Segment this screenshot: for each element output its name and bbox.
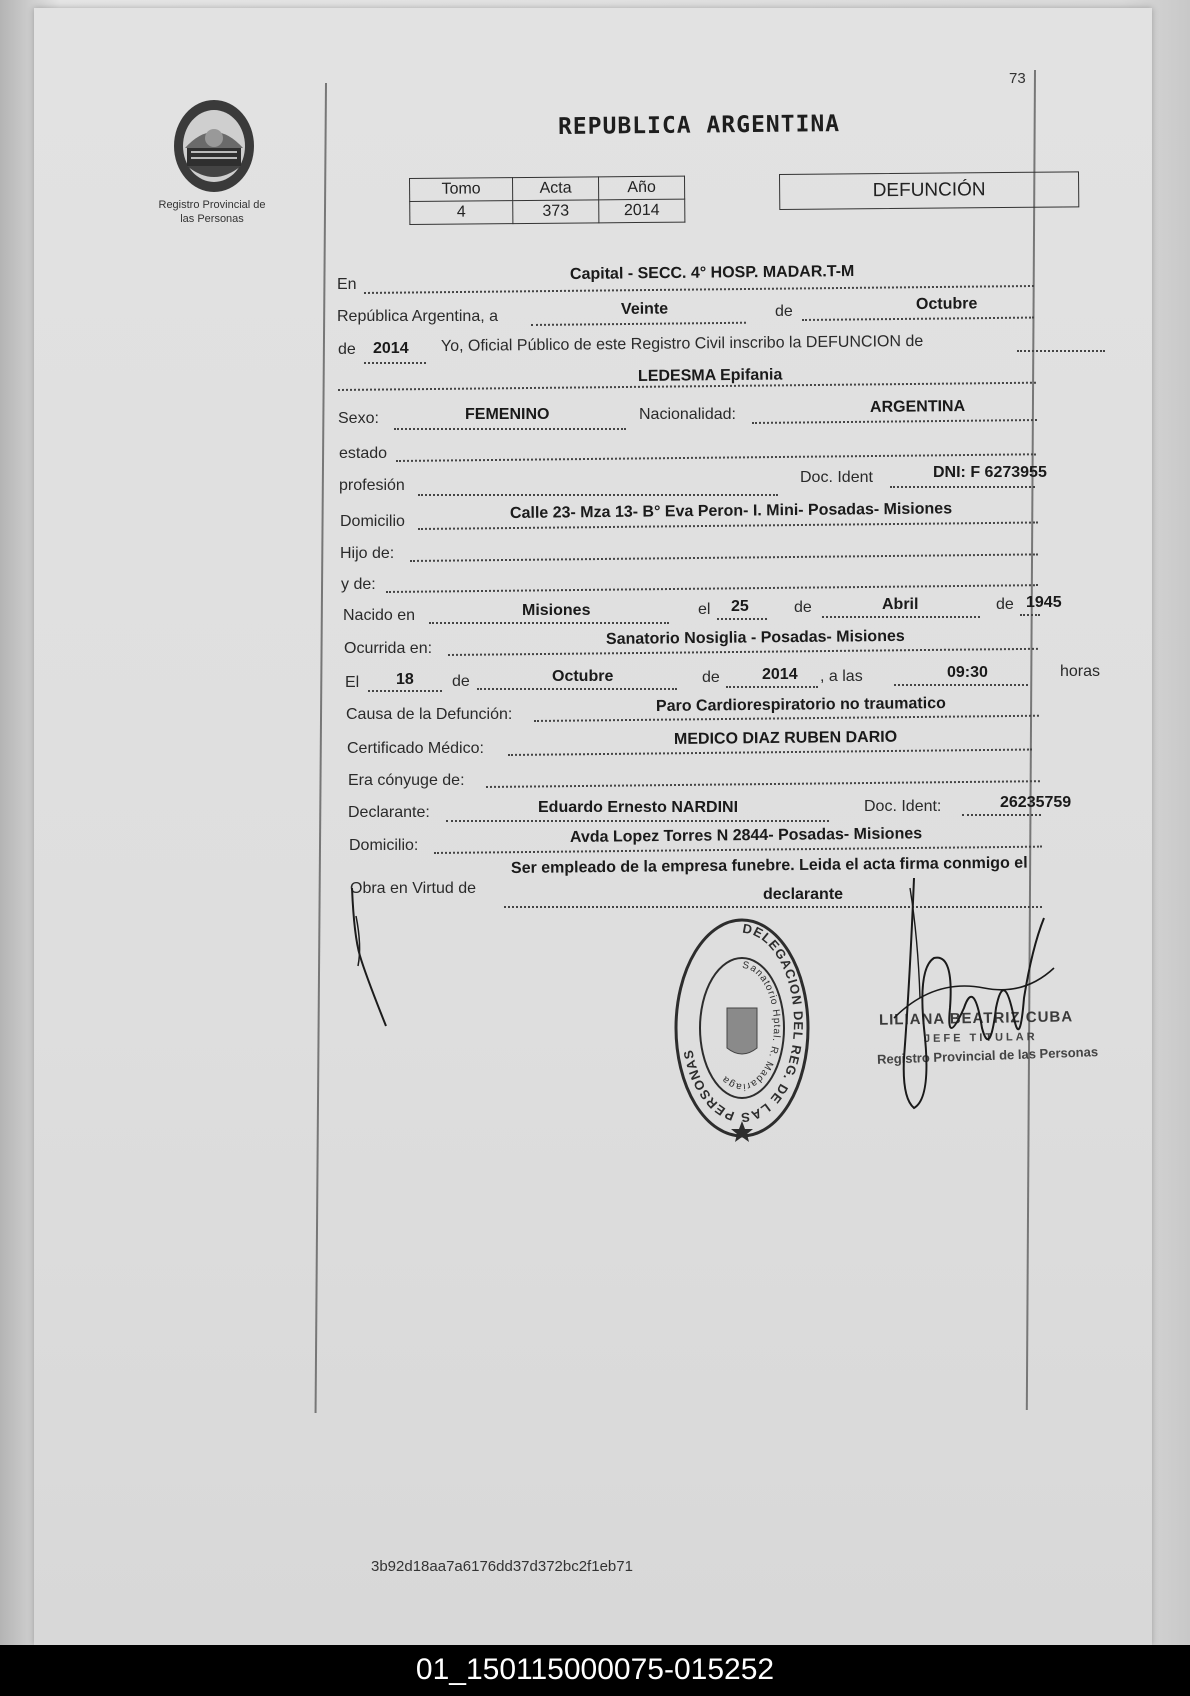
- stamp-inner-text: Sanatorio Hptal. R. Madariaga: [719, 959, 782, 1093]
- register-header-acta: Acta: [513, 177, 599, 201]
- stamp-shield-icon: [727, 1008, 757, 1054]
- mes-de-value: Octubre: [915, 295, 978, 313]
- official-stamp: [672, 913, 812, 1143]
- register-value-row: [410, 199, 685, 224]
- register-header-row: [410, 176, 685, 201]
- domicilio-decl-label: Domicilio:: [349, 837, 419, 854]
- declarante-doc-line: [962, 814, 1041, 816]
- y-de-line: [386, 584, 1038, 593]
- record-type-box: DEFUNCIÓN: [779, 171, 1079, 210]
- y-de-label: y de:: [341, 576, 376, 593]
- deceased-name: LEDESMA Epifania: [637, 366, 783, 385]
- hora-label: , a las: [820, 668, 863, 685]
- nacido-anio-value: 1945: [1026, 594, 1062, 611]
- anio-de-line: [364, 362, 426, 364]
- nacido-anio-label: de: [996, 596, 1014, 613]
- hora-line: [894, 684, 1028, 686]
- el-anio-value: 2014: [762, 666, 798, 683]
- register-header-tomo: Tomo: [410, 178, 513, 202]
- barcode-footer: [0, 1645, 1190, 1696]
- domicilio-value: Calle 23- Mza 13- B° Eva Peron- I. Mini- Posadas- Misiones: [509, 500, 953, 522]
- stamp-ring-text: DELEGACION DEL REG. DE LAS PERSONAS: [680, 920, 807, 1126]
- obra-label: Obra en Virtud de: [350, 880, 477, 897]
- margin-line-right: [1026, 70, 1036, 1410]
- profesion-line: [418, 494, 778, 496]
- obra-value-line2: declarante: [763, 886, 844, 903]
- el-mes-label: de: [452, 673, 470, 690]
- certificado-line: [508, 749, 1032, 756]
- hora-value: 09:30: [947, 664, 988, 681]
- nacido-el-value: 25: [731, 598, 749, 615]
- domicilio-label: Domicilio: [340, 513, 405, 530]
- shield-emblem-icon: [169, 96, 259, 196]
- nacido-en-value: Misiones: [522, 602, 591, 619]
- handwritten-signature: [874, 858, 1074, 1128]
- nacido-el-label: el: [698, 601, 711, 618]
- en-line: [364, 285, 1034, 294]
- declarante-doc-label: Doc. Ident:: [864, 798, 942, 815]
- en-value: Capital - SECC. 4° HOSP. MADAR.T-M: [569, 263, 855, 283]
- causa-line: [534, 715, 1039, 722]
- el-mes-line: [477, 688, 677, 690]
- margin-line-left: [315, 83, 327, 1413]
- doc-ident-label: Doc. Ident: [800, 469, 873, 486]
- el-anio-line: [726, 686, 818, 688]
- declarante-line: [446, 820, 829, 822]
- conyuge-line: [486, 780, 1040, 788]
- hora-suffix: horas: [1060, 663, 1101, 680]
- register-value-tomo: 4: [410, 201, 513, 225]
- nacido-mes-label: de: [794, 599, 812, 616]
- causa-value: Paro Cardiorespiratorio no traumatico: [655, 694, 946, 715]
- oficial-line: [1017, 350, 1105, 352]
- estado-line: [396, 453, 1036, 462]
- en-label: En: [337, 276, 357, 293]
- nacionalidad-value: ARGENTINA: [869, 398, 966, 416]
- domicilio-decl-line: [434, 846, 1042, 854]
- mes-de-label: de: [775, 303, 793, 320]
- document-hash: 3b92d18aa7a6176dd37d372bc2f1eb71: [371, 1558, 633, 1575]
- nacionalidad-label: Nacionalidad:: [639, 406, 736, 423]
- register-header-anio: Año: [598, 176, 684, 200]
- declarante-doc-value: 26235759: [1000, 794, 1072, 811]
- provincial-emblem: [169, 96, 259, 201]
- signature-org: Registro Provincial de las Personas: [876, 1044, 1099, 1067]
- anio-de-value: 2014: [373, 340, 409, 357]
- emblem-caption-line1: Registro Provincial de: [158, 199, 266, 211]
- el-mes-value: Octubre: [552, 668, 614, 685]
- nacido-mes-value: Abril: [882, 596, 919, 613]
- signature-role: JEFE TITULAR: [923, 1031, 1038, 1045]
- page-number: 73: [1009, 70, 1026, 87]
- anio-de-label: de: [338, 341, 356, 358]
- hijo-de-line: [410, 553, 1038, 562]
- signature-name: LILIANA BEATRIZ CUBA: [878, 1008, 1074, 1029]
- obra-value-line1: Ser empleado de la empresa funebre. Leida el acta firma conmigo el: [510, 854, 1028, 877]
- oficial-text: Yo, Oficial Público de este Registro Civil inscribo la DEFUNCION de: [440, 332, 924, 355]
- nacido-anio-line: [1020, 614, 1040, 616]
- republica-line: [531, 322, 746, 326]
- republica-label: República Argentina, a: [337, 308, 498, 325]
- estado-label: estado: [339, 445, 388, 462]
- sexo-line: [394, 428, 626, 430]
- el-anio-label: de: [702, 669, 720, 686]
- el-dia-value: 18: [396, 671, 414, 688]
- nacido-mes-line: [822, 616, 980, 618]
- certificate-paper: [34, 8, 1152, 1645]
- register-value-anio: 2014: [599, 199, 685, 223]
- emblem-caption-line2: las Personas: [180, 213, 244, 225]
- declarante-label: Declarante:: [348, 804, 430, 821]
- hijo-de-label: Hijo de:: [340, 545, 395, 562]
- nacionalidad-line: [752, 419, 1037, 424]
- pen-stroke-mark: [334, 876, 394, 1036]
- nacido-el-line: [717, 618, 767, 620]
- conyuge-label: Era cónyuge de:: [348, 772, 465, 789]
- el-dia-line: [368, 690, 442, 692]
- doc-ident-line: [890, 486, 1035, 488]
- certificado-value: MEDICO DIAZ RUBEN DARIO: [673, 728, 898, 748]
- domicilio-decl-value: Avda Lopez Torres N 2844- Posadas- Misiones: [569, 825, 923, 846]
- register-table: [409, 176, 685, 225]
- doc-ident-value: DNI: F 6273955: [933, 464, 1047, 481]
- nacido-en-line: [429, 622, 669, 624]
- barcode-label: 01_150115000075-015252: [415, 1653, 775, 1686]
- ocurrida-en-line: [448, 648, 1038, 656]
- causa-label: Causa de la Defunción:: [346, 706, 513, 723]
- register-value-acta: 373: [513, 200, 599, 224]
- el-dia-label: El: [345, 674, 360, 691]
- ocurrida-en-label: Ocurrida en:: [344, 640, 433, 657]
- certificado-label: Certificado Médico:: [347, 740, 484, 757]
- sexo-value: FEMENINO: [465, 406, 550, 423]
- sexo-label: Sexo:: [338, 410, 379, 427]
- profesion-label: profesión: [339, 477, 405, 494]
- mes-de-line: [802, 317, 1034, 321]
- republica-value: Veinte: [620, 300, 669, 318]
- declarante-value: Eduardo Ernesto NARDINI: [538, 799, 739, 816]
- ocurrida-en-value: Sanatorio Nosiglia - Posadas- Misiones: [605, 627, 905, 648]
- document-title: REPUBLICA ARGENTINA: [557, 111, 841, 140]
- nacido-en-label: Nacido en: [343, 607, 416, 624]
- emblem-caption: [142, 198, 282, 226]
